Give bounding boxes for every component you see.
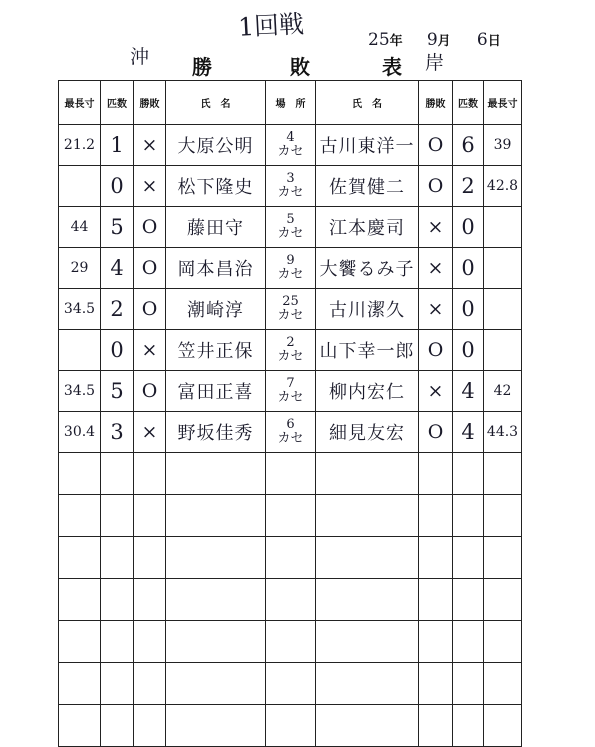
empty-cell bbox=[134, 537, 166, 579]
right-result-cell: O bbox=[419, 330, 453, 371]
empty-row bbox=[59, 537, 522, 579]
left-max-size-cell bbox=[59, 330, 101, 371]
right-count-cell: 4 bbox=[453, 371, 484, 412]
empty-cell bbox=[484, 663, 522, 705]
left-result-cell: × bbox=[134, 412, 166, 453]
right-max-size-cell: 42 bbox=[484, 371, 522, 412]
empty-cell bbox=[166, 579, 266, 621]
left-count-cell: 5 bbox=[101, 207, 134, 248]
place-cell bbox=[266, 125, 316, 166]
empty-cell bbox=[316, 663, 419, 705]
place-kase: カセ bbox=[277, 267, 304, 282]
right-name-cell: 細見友宏 bbox=[316, 412, 419, 453]
empty-cell bbox=[419, 579, 453, 621]
right-count-cell: 6 bbox=[453, 125, 484, 166]
left-name-cell: 岡本昌治 bbox=[166, 248, 266, 289]
empty-cell bbox=[419, 663, 453, 705]
place-number: 7 bbox=[286, 376, 295, 391]
empty-row bbox=[59, 705, 522, 747]
empty-cell bbox=[453, 663, 484, 705]
left-count-cell: 1 bbox=[101, 125, 134, 166]
date-line bbox=[368, 30, 501, 50]
empty-cell bbox=[453, 621, 484, 663]
table-row bbox=[59, 412, 522, 453]
place-kase: カセ bbox=[277, 185, 304, 200]
date-month: 9 bbox=[426, 30, 438, 50]
left-result-cell: × bbox=[134, 166, 166, 207]
empty-cell bbox=[59, 537, 101, 579]
right-count-cell: 2 bbox=[453, 166, 484, 207]
header-left-max-size: 最長寸 bbox=[59, 81, 101, 125]
left-count-cell: 5 bbox=[101, 371, 134, 412]
left-name-cell: 潮崎淳 bbox=[166, 289, 266, 330]
right-name-cell: 古川潔久 bbox=[316, 289, 419, 330]
empty-cell bbox=[316, 579, 419, 621]
empty-cell bbox=[101, 621, 134, 663]
date-day: 6 bbox=[476, 30, 488, 50]
empty-cell bbox=[134, 663, 166, 705]
right-max-size-cell bbox=[484, 207, 522, 248]
empty-cell bbox=[59, 663, 101, 705]
place-number: 9 bbox=[286, 253, 295, 268]
right-result-cell: × bbox=[419, 371, 453, 412]
title-char-2: 敗 bbox=[290, 55, 312, 79]
title-char-3: 表 bbox=[382, 55, 404, 79]
left-name-cell: 大原公明 bbox=[166, 125, 266, 166]
table-row bbox=[59, 248, 522, 289]
left-result-cell: × bbox=[134, 330, 166, 371]
empty-cell bbox=[134, 495, 166, 537]
place-number: 4 bbox=[286, 130, 295, 145]
empty-cell bbox=[316, 453, 419, 495]
empty-cell bbox=[59, 453, 101, 495]
header-right-result: 勝敗 bbox=[419, 81, 453, 125]
right-result-cell: O bbox=[419, 166, 453, 207]
empty-cell bbox=[266, 579, 316, 621]
right-result-cell: × bbox=[419, 289, 453, 330]
table-row bbox=[59, 125, 522, 166]
date-day-unit: 日 bbox=[487, 34, 501, 49]
place-cell bbox=[266, 166, 316, 207]
empty-cell bbox=[316, 705, 419, 747]
right-count-cell: 4 bbox=[453, 412, 484, 453]
right-count-cell: 0 bbox=[453, 207, 484, 248]
right-max-size-cell bbox=[484, 289, 522, 330]
empty-cell bbox=[316, 537, 419, 579]
left-name-cell: 野坂佳秀 bbox=[166, 412, 266, 453]
right-max-size-cell: 42.8 bbox=[484, 166, 522, 207]
header-left-name: 氏 名 bbox=[166, 81, 266, 125]
empty-cell bbox=[453, 495, 484, 537]
empty-cell bbox=[59, 621, 101, 663]
empty-cell bbox=[134, 621, 166, 663]
place-cell bbox=[266, 248, 316, 289]
empty-row bbox=[59, 579, 522, 621]
empty-cell bbox=[266, 621, 316, 663]
place-cell bbox=[266, 371, 316, 412]
table-row bbox=[59, 330, 522, 371]
side-left-label: 沖 bbox=[130, 46, 150, 68]
left-max-size-cell bbox=[59, 166, 101, 207]
empty-cell bbox=[266, 495, 316, 537]
right-name-cell: 江本慶司 bbox=[316, 207, 419, 248]
right-count-cell: 0 bbox=[453, 248, 484, 289]
header-left-count: 匹数 bbox=[101, 81, 134, 125]
left-result-cell: O bbox=[134, 207, 166, 248]
empty-cell bbox=[166, 621, 266, 663]
header-row bbox=[59, 81, 522, 125]
empty-cell bbox=[419, 495, 453, 537]
empty-cell bbox=[166, 495, 266, 537]
empty-cell bbox=[101, 495, 134, 537]
empty-cell bbox=[453, 579, 484, 621]
right-name-cell: 大饗るみ子 bbox=[316, 248, 419, 289]
left-count-cell: 0 bbox=[101, 330, 134, 371]
right-name-cell: 山下幸一郎 bbox=[316, 330, 419, 371]
place-cell bbox=[266, 330, 316, 371]
empty-cell bbox=[166, 537, 266, 579]
results-table bbox=[58, 80, 522, 747]
header-right-max-size: 最長寸 bbox=[484, 81, 522, 125]
empty-cell bbox=[101, 663, 134, 705]
empty-cell bbox=[101, 537, 134, 579]
right-name-cell: 柳内宏仁 bbox=[316, 371, 419, 412]
table-row bbox=[59, 371, 522, 412]
empty-cell bbox=[484, 537, 522, 579]
header-right-count: 匹数 bbox=[453, 81, 484, 125]
empty-cell bbox=[484, 453, 522, 495]
left-result-cell: O bbox=[134, 289, 166, 330]
empty-cell bbox=[484, 621, 522, 663]
left-name-cell: 富田正喜 bbox=[166, 371, 266, 412]
right-result-cell: O bbox=[419, 125, 453, 166]
table-row bbox=[59, 166, 522, 207]
left-count-cell: 0 bbox=[101, 166, 134, 207]
place-cell bbox=[266, 412, 316, 453]
right-result-cell: × bbox=[419, 207, 453, 248]
right-result-cell: O bbox=[419, 412, 453, 453]
header-right-name: 氏 名 bbox=[316, 81, 419, 125]
place-number: 3 bbox=[286, 171, 295, 186]
left-max-size-cell: 44 bbox=[59, 207, 101, 248]
title-char-1: 勝 bbox=[192, 55, 214, 79]
empty-cell bbox=[453, 537, 484, 579]
place-cell bbox=[266, 207, 316, 248]
empty-cell bbox=[484, 705, 522, 747]
date-year: 25 bbox=[368, 30, 390, 50]
empty-cell bbox=[134, 579, 166, 621]
empty-cell bbox=[453, 705, 484, 747]
left-name-cell: 笠井正保 bbox=[166, 330, 266, 371]
empty-row bbox=[59, 663, 522, 705]
place-kase: カセ bbox=[277, 144, 304, 159]
place-kase: カセ bbox=[277, 308, 304, 323]
side-right-label: 岸 bbox=[425, 52, 445, 74]
left-max-size-cell: 29 bbox=[59, 248, 101, 289]
place-kase: カセ bbox=[277, 431, 304, 446]
round-label: 1回戦 bbox=[237, 9, 305, 42]
empty-cell bbox=[134, 705, 166, 747]
right-result-cell: × bbox=[419, 248, 453, 289]
empty-cell bbox=[59, 495, 101, 537]
place-kase: カセ bbox=[277, 226, 304, 241]
empty-cell bbox=[419, 453, 453, 495]
left-count-cell: 4 bbox=[101, 248, 134, 289]
right-name-cell: 佐賀健二 bbox=[316, 166, 419, 207]
left-count-cell: 3 bbox=[101, 412, 134, 453]
empty-cell bbox=[101, 705, 134, 747]
empty-cell bbox=[316, 495, 419, 537]
place-number: 25 bbox=[282, 294, 299, 309]
empty-cell bbox=[484, 579, 522, 621]
empty-cell bbox=[134, 453, 166, 495]
date-year-unit: 年 bbox=[389, 34, 403, 49]
table-row bbox=[59, 289, 522, 330]
empty-cell bbox=[101, 453, 134, 495]
place-number: 2 bbox=[286, 335, 295, 350]
empty-row bbox=[59, 453, 522, 495]
place-cell bbox=[266, 289, 316, 330]
left-max-size-cell: 30.4 bbox=[59, 412, 101, 453]
empty-row bbox=[59, 495, 522, 537]
place-number: 5 bbox=[286, 212, 295, 227]
right-max-size-cell: 39 bbox=[484, 125, 522, 166]
place-kase: カセ bbox=[277, 349, 304, 364]
left-result-cell: O bbox=[134, 371, 166, 412]
table-row bbox=[59, 207, 522, 248]
left-result-cell: × bbox=[134, 125, 166, 166]
empty-row bbox=[59, 621, 522, 663]
empty-cell bbox=[453, 453, 484, 495]
empty-cell bbox=[266, 663, 316, 705]
empty-cell bbox=[266, 537, 316, 579]
left-name-cell: 藤田守 bbox=[166, 207, 266, 248]
empty-cell bbox=[419, 621, 453, 663]
place-number: 6 bbox=[286, 417, 295, 432]
right-count-cell: 0 bbox=[453, 289, 484, 330]
empty-cell bbox=[101, 579, 134, 621]
empty-cell bbox=[59, 705, 101, 747]
empty-cell bbox=[484, 495, 522, 537]
empty-cell bbox=[419, 705, 453, 747]
right-max-size-cell: 44.3 bbox=[484, 412, 522, 453]
left-result-cell: O bbox=[134, 248, 166, 289]
header-place: 場 所 bbox=[266, 81, 316, 125]
left-name-cell: 松下隆史 bbox=[166, 166, 266, 207]
left-max-size-cell: 34.5 bbox=[59, 289, 101, 330]
right-max-size-cell bbox=[484, 248, 522, 289]
empty-cell bbox=[166, 705, 266, 747]
right-name-cell: 古川東洋一 bbox=[316, 125, 419, 166]
left-max-size-cell: 21.2 bbox=[59, 125, 101, 166]
place-kase: カセ bbox=[277, 390, 304, 405]
empty-cell bbox=[316, 621, 419, 663]
left-max-size-cell: 34.5 bbox=[59, 371, 101, 412]
empty-cell bbox=[59, 579, 101, 621]
left-count-cell: 2 bbox=[101, 289, 134, 330]
date-month-unit: 月 bbox=[437, 34, 451, 49]
empty-cell bbox=[166, 663, 266, 705]
empty-cell bbox=[166, 453, 266, 495]
right-count-cell: 0 bbox=[453, 330, 484, 371]
empty-cell bbox=[266, 705, 316, 747]
empty-cell bbox=[419, 537, 453, 579]
empty-cell bbox=[266, 453, 316, 495]
right-max-size-cell bbox=[484, 330, 522, 371]
header-left-result: 勝敗 bbox=[134, 81, 166, 125]
